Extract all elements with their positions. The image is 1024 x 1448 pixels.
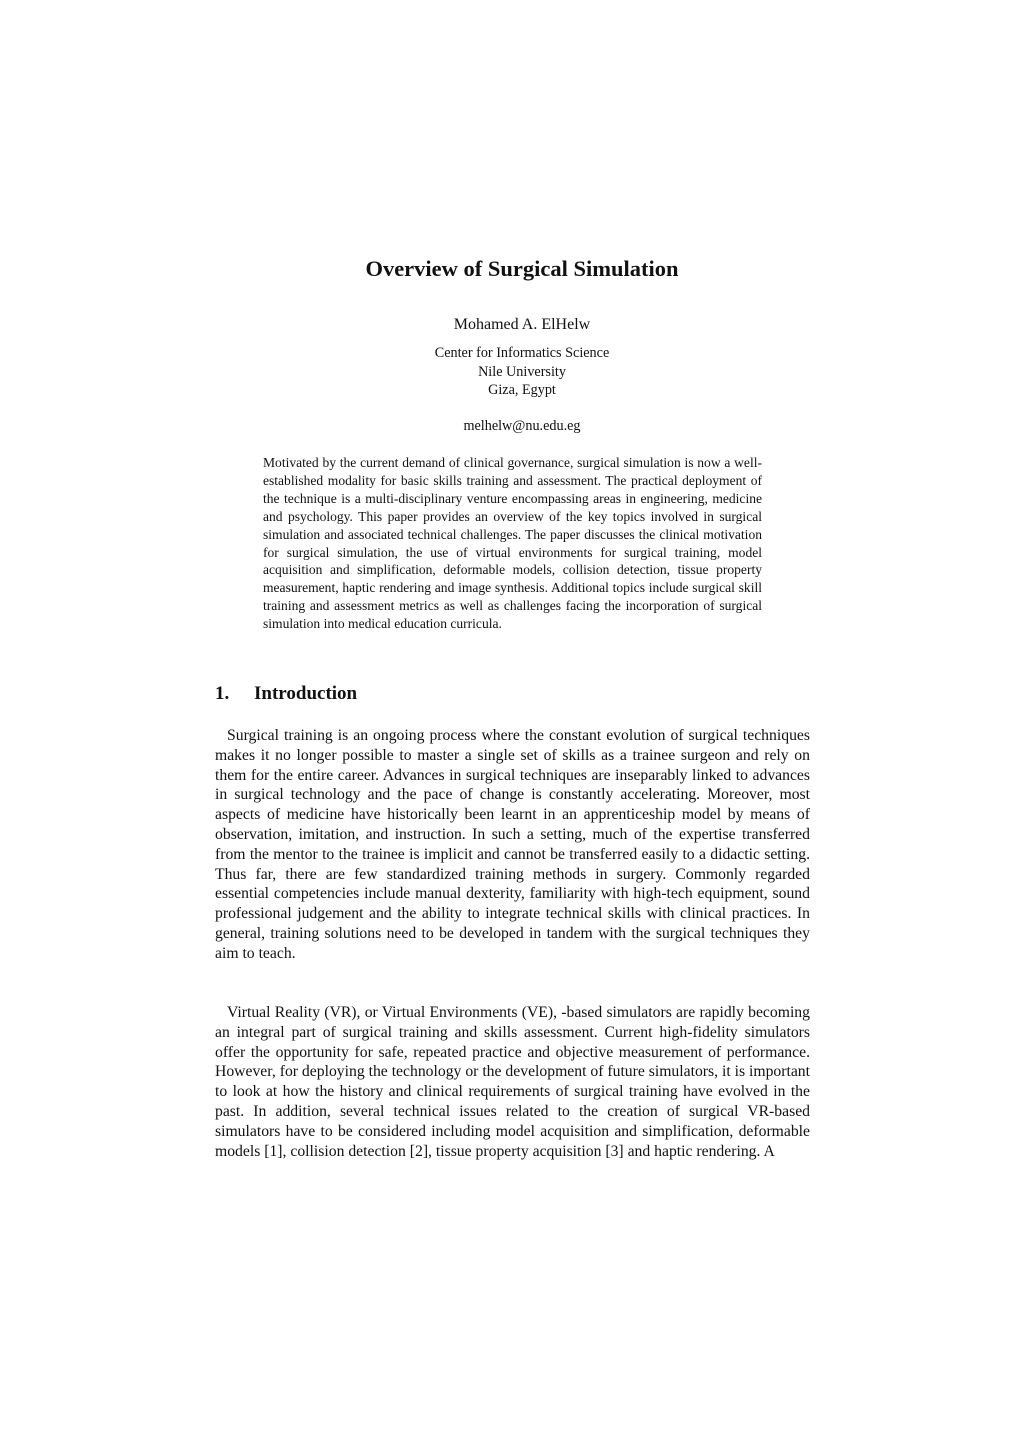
affiliation-line: Center for Informatics Science <box>434 345 610 361</box>
paper-title: Overview of Surgical Simulation <box>365 256 679 281</box>
affiliation-line: Nile University <box>478 363 566 380</box>
section-title: Introduction <box>254 683 358 704</box>
author-affiliation <box>0 344 1024 400</box>
section-number: 1. <box>215 683 230 704</box>
author-email: melhelw@nu.edu.eg <box>463 418 581 434</box>
body-paragraph: Virtual Reality (VR), or Virtual Environments (VE), -based simulators are rapidly becoming an integral part of surgical training and skills assessment. Current high-fidelity simulators offer the opportunity for safe, repeated practice and objective measurement of performance. However, for deploying the technology or the development of future simulators, it is important to look at how the history and clinical requirements of surgical training have evolved in the past. In addition, several technical issues related to the creation of surgical VR-based simulators have to be considered including model acquisition and simplification, deformable models [1], collision detection [2], tissue property acquisition [3] and haptic rendering. A <box>215 1004 810 1160</box>
abstract: Motivated by the current demand of clinical governance, surgical simulation is now a well-established modality for basic skills training and assessment. The practical deployment of the technique is a multi-disciplinary venture encompassing areas in engineering, medicine and psychology. This paper provides an overview of the key topics involved in surgical simulation and associated technical challenges. The paper discusses the clinical motivation for surgical simulation, the use of virtual environments for surgical training, model acquisition and simplification, deformable models, collision detection, tissue property measurement, haptic rendering and image synthesis. Additional topics include surgical skill training and assessment metrics as well as challenges facing the incorporation of surgical simulation into medical education curricula. <box>263 455 762 632</box>
affiliation-line: Giza, Egypt <box>488 382 556 399</box>
author-name: Mohamed A. ElHelw <box>453 316 591 333</box>
body-paragraph: Surgical training is an ongoing process where the constant evolution of surgical techniques makes it no longer possible to master a single set of skills as a trainee surgeon and rely on them for the entire career. Advances in surgical techniques are inseparably linked to advances in surgical technology and the pace of change is constantly accelerating. Moreover, most aspects of medicine have historically been learnt in an apprenticeship model by means of observation, imitation, and instruction. In such a setting, much of the expertise transferred from the mentor to the trainee is implicit and cannot be transferred easily to a didactic setting. Thus far, there are few standardized training methods in surgery. Commonly regarded essential competencies include manual dexterity, familiarity with high-tech equipment, sound professional judgement and the ability to integrate technical skills with clinical practices. In general, training solutions need to be developed in tandem with the surgical techniques they aim to teach. <box>215 727 810 962</box>
section-heading-introduction <box>215 681 810 707</box>
